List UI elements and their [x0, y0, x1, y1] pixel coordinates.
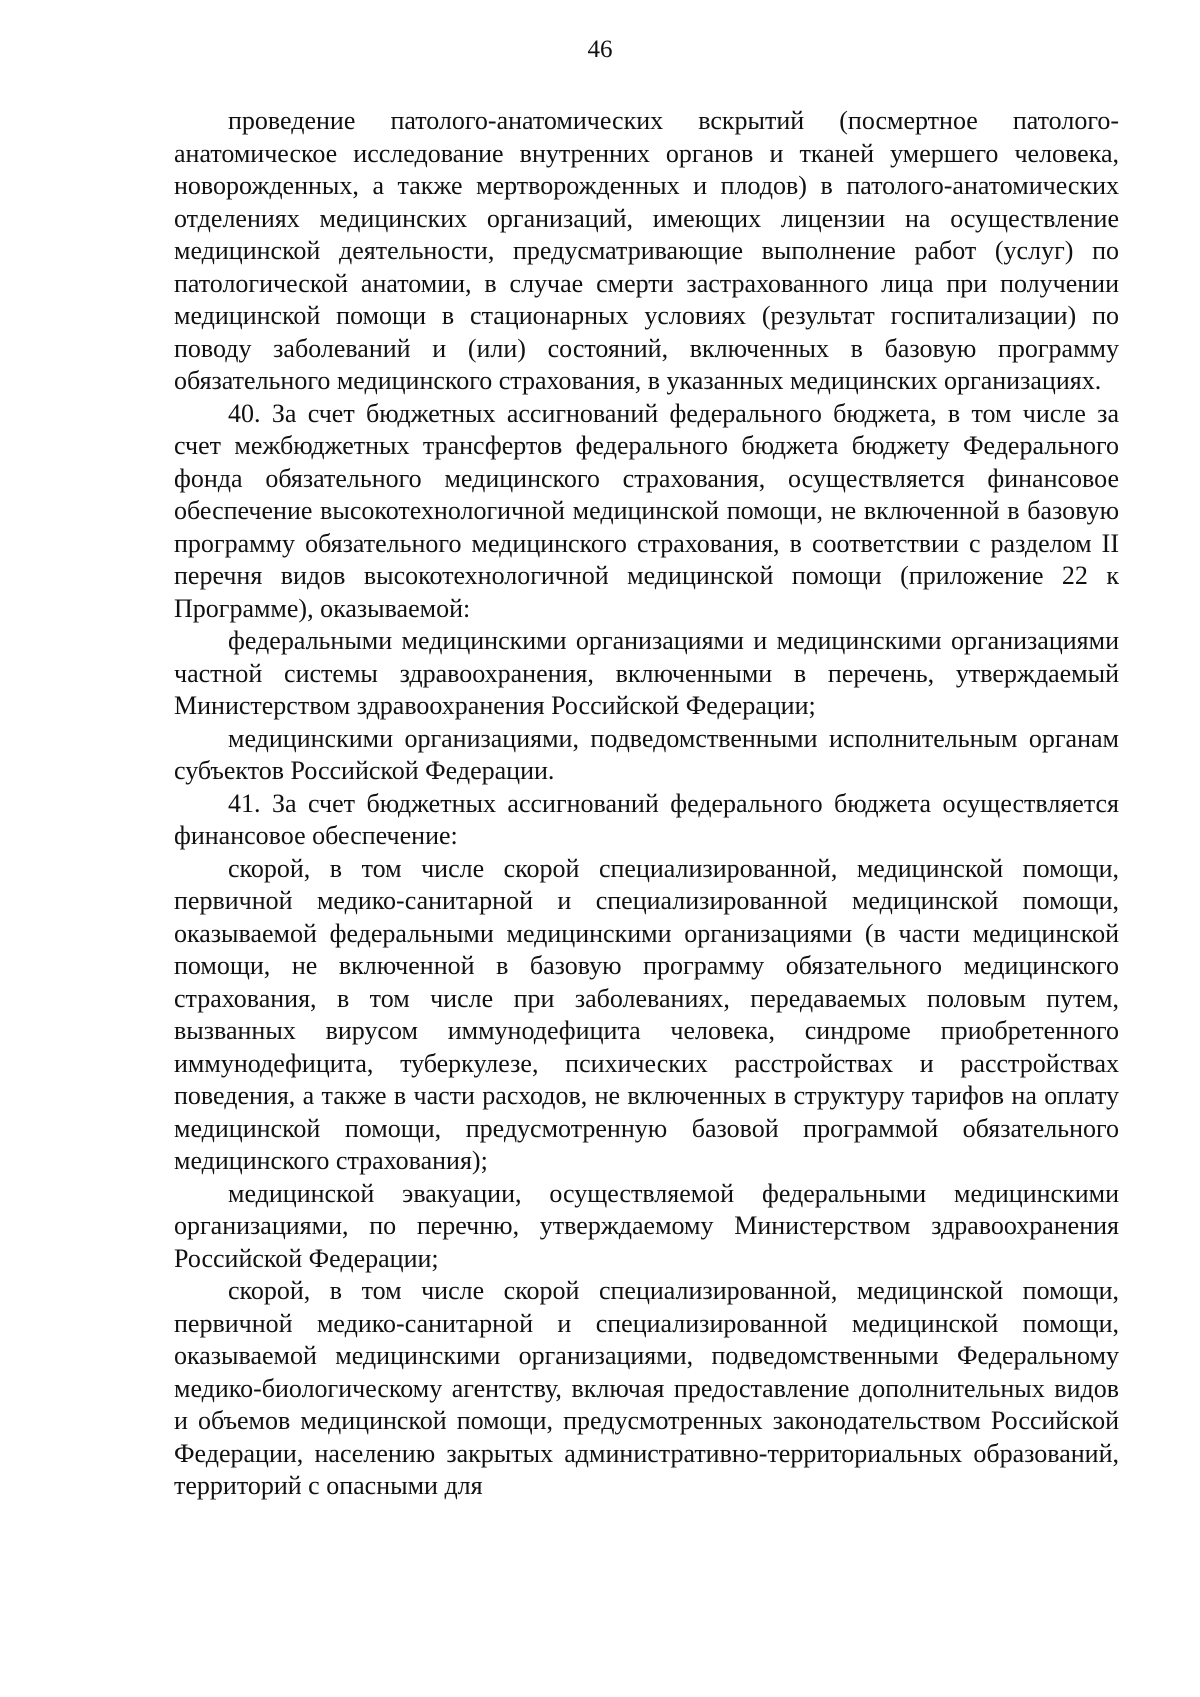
paragraph-41: 41. За счет бюджетных ассигнований федерального бюджета осуществляется финансовое обеспечение:	[174, 788, 1119, 850]
paragraph-fmba-care: скорой, в том числе скорой специализированной, медицинской помощи, первичной медико-санитарной и специализированной медицинской помощи, оказываемой медицинскими организациями, подведомственными Федеральному медико-биологическому агентству, включая предоставление дополнительных видов и объемов медицинской помощи, предусмотренных законодательством Российской Федерации, населению закрытых административно-территориальных образований, территорий с опасными для	[174, 1276, 1119, 1500]
paragraph-emergency-care-federal: скорой, в том числе скорой специализированной, медицинской помощи, первичной медико-санитарной и специализированной медицинской помощи, оказываемой федеральными медицинскими организациями (в части медицинской помощи, не включенной в базовую программу обязательного медицинского страхования, в том числе при заболеваниях, передаваемых половым путем, вызванных вирусом иммунодефицита человека, синдроме приобретенного иммунодефицита, туберкулезе, психических расстройствах и расстройствах поведения, а также в части расходов, не включенных в структуру тарифов на оплату медицинской помощи, предусмотренную базовой программой обязательного медицинского страхования);	[174, 853, 1119, 1175]
paragraph-autopsy-financing: проведение патолого-анатомических вскрытий (посмертное патолого-анатомическое исследование внутренних органов и тканей умершего человека, новорожденных, а также мертворожденных и плодов) в патолого-анатомических отделениях медицинских организаций, имеющих лицензии на осуществление медицинской деятельности, предусматривающие выполнение работ (услуг) по патологической анатомии, в случае смерти застрахованного лица при получении медицинской помощи в стационарных условиях (результат госпитализации) по поводу заболеваний и (или) состояний, включенных в базовую программу обязательного медицинского страхования, в указанных медицинских организациях.	[174, 106, 1119, 395]
paragraph-40: 40. За счет бюджетных ассигнований федерального бюджета, в том числе за счет межбюджетных трансфертов федерального бюджета бюджету Федерального фонда обязательного медицинского страхования, осуществляется финансовое обеспечение высокотехнологичной медицинской помощи, не включенной в базовую программу обязательного медицинского страхования, в соответствии с разделом II перечня видов высокотехнологичной медицинской помощи (приложение 22 к Программе), оказываемой:	[174, 398, 1119, 623]
document-body	[174, 105, 1119, 1503]
paragraph-subordinate-organizations: медицинскими организациями, подведомственными исполнительным органам субъектов Российской Федерации.	[174, 723, 1119, 785]
paragraph-federal-organizations: федеральными медицинскими организациями и медицинскими организациями частной системы здравоохранения, включенными в перечень, утверждаемый Министерством здравоохранения Российской Федерации;	[174, 626, 1119, 720]
page-number: 46	[587, 36, 613, 63]
paragraph-medical-evacuation: медицинской эвакуации, осуществляемой федеральными медицинскими организациями, по перечню, утверждаемому Министерством здравоохранения Российской Федерации;	[174, 1178, 1119, 1273]
